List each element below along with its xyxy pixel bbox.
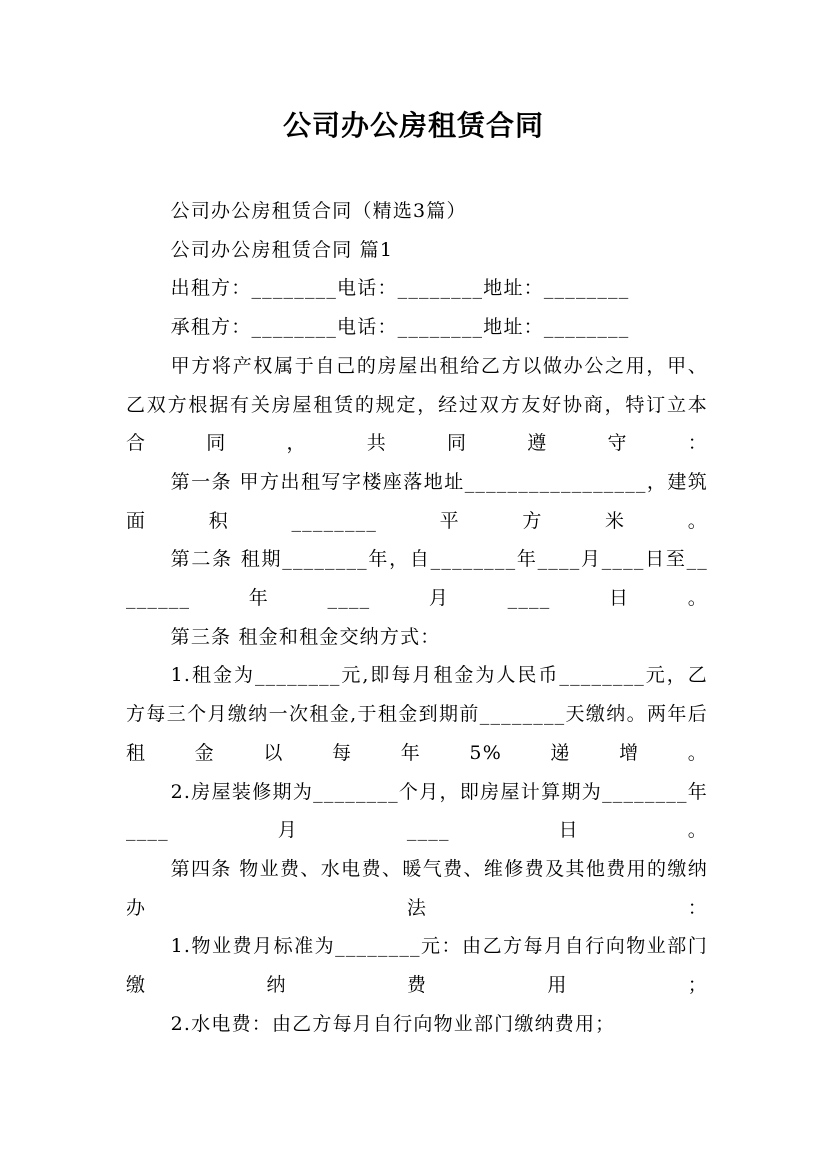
paragraph-article-3-item-2: 2.房屋装修期为________个月，即房屋计算期为________年____月____日。	[126, 780, 708, 842]
paragraph-article-1: 第一条 甲方出租写字楼座落地址_________________，建筑面积________平方米。	[126, 470, 708, 532]
paragraph-lessor: 出租方：________电话：________地址：________	[170, 277, 630, 300]
paragraph-lessee: 承租方：________电话：________地址：________	[170, 316, 630, 339]
paragraph-section-heading: 公司办公房租赁合同 篇1	[170, 238, 394, 261]
document-title: 公司办公房租赁合同	[282, 109, 544, 142]
paragraph-article-4-item-1: 1.物业费月标准为________元：由乙方每月自行向物业部门缴纳费用；	[126, 935, 708, 997]
document-body	[126, 192, 708, 1043]
paragraph-article-4: 第四条 物业费、水电费、暖气费、维修费及其他费用的缴纳办法：	[126, 857, 708, 919]
paragraph-article-3-item-1: 1.租金为________元,即每月租金为人民币________元，乙方每三个月缴纳一次租金,于租金到期前________天缴纳。两年后租金以每年5%递增。	[126, 664, 708, 764]
paragraph-preamble: 甲方将产权属于自己的房屋出租给乙方以做办公之用，甲、乙双方根据有关房屋租赁的规定，经过双方友好协商，特订立本合同，共同遵守：	[126, 354, 708, 455]
paragraph-subtitle: 公司办公房租赁合同（精选3篇）	[170, 200, 467, 222]
paragraph-article-2: 第二条 租期________年，自________年____月____日至________年____月____日。	[126, 548, 708, 610]
paragraph-article-4-item-2: 2.水电费：由乙方每月自行向物业部门缴纳费用；	[170, 1012, 616, 1035]
paragraph-article-3: 第三条 租金和租金交纳方式：	[170, 625, 441, 648]
